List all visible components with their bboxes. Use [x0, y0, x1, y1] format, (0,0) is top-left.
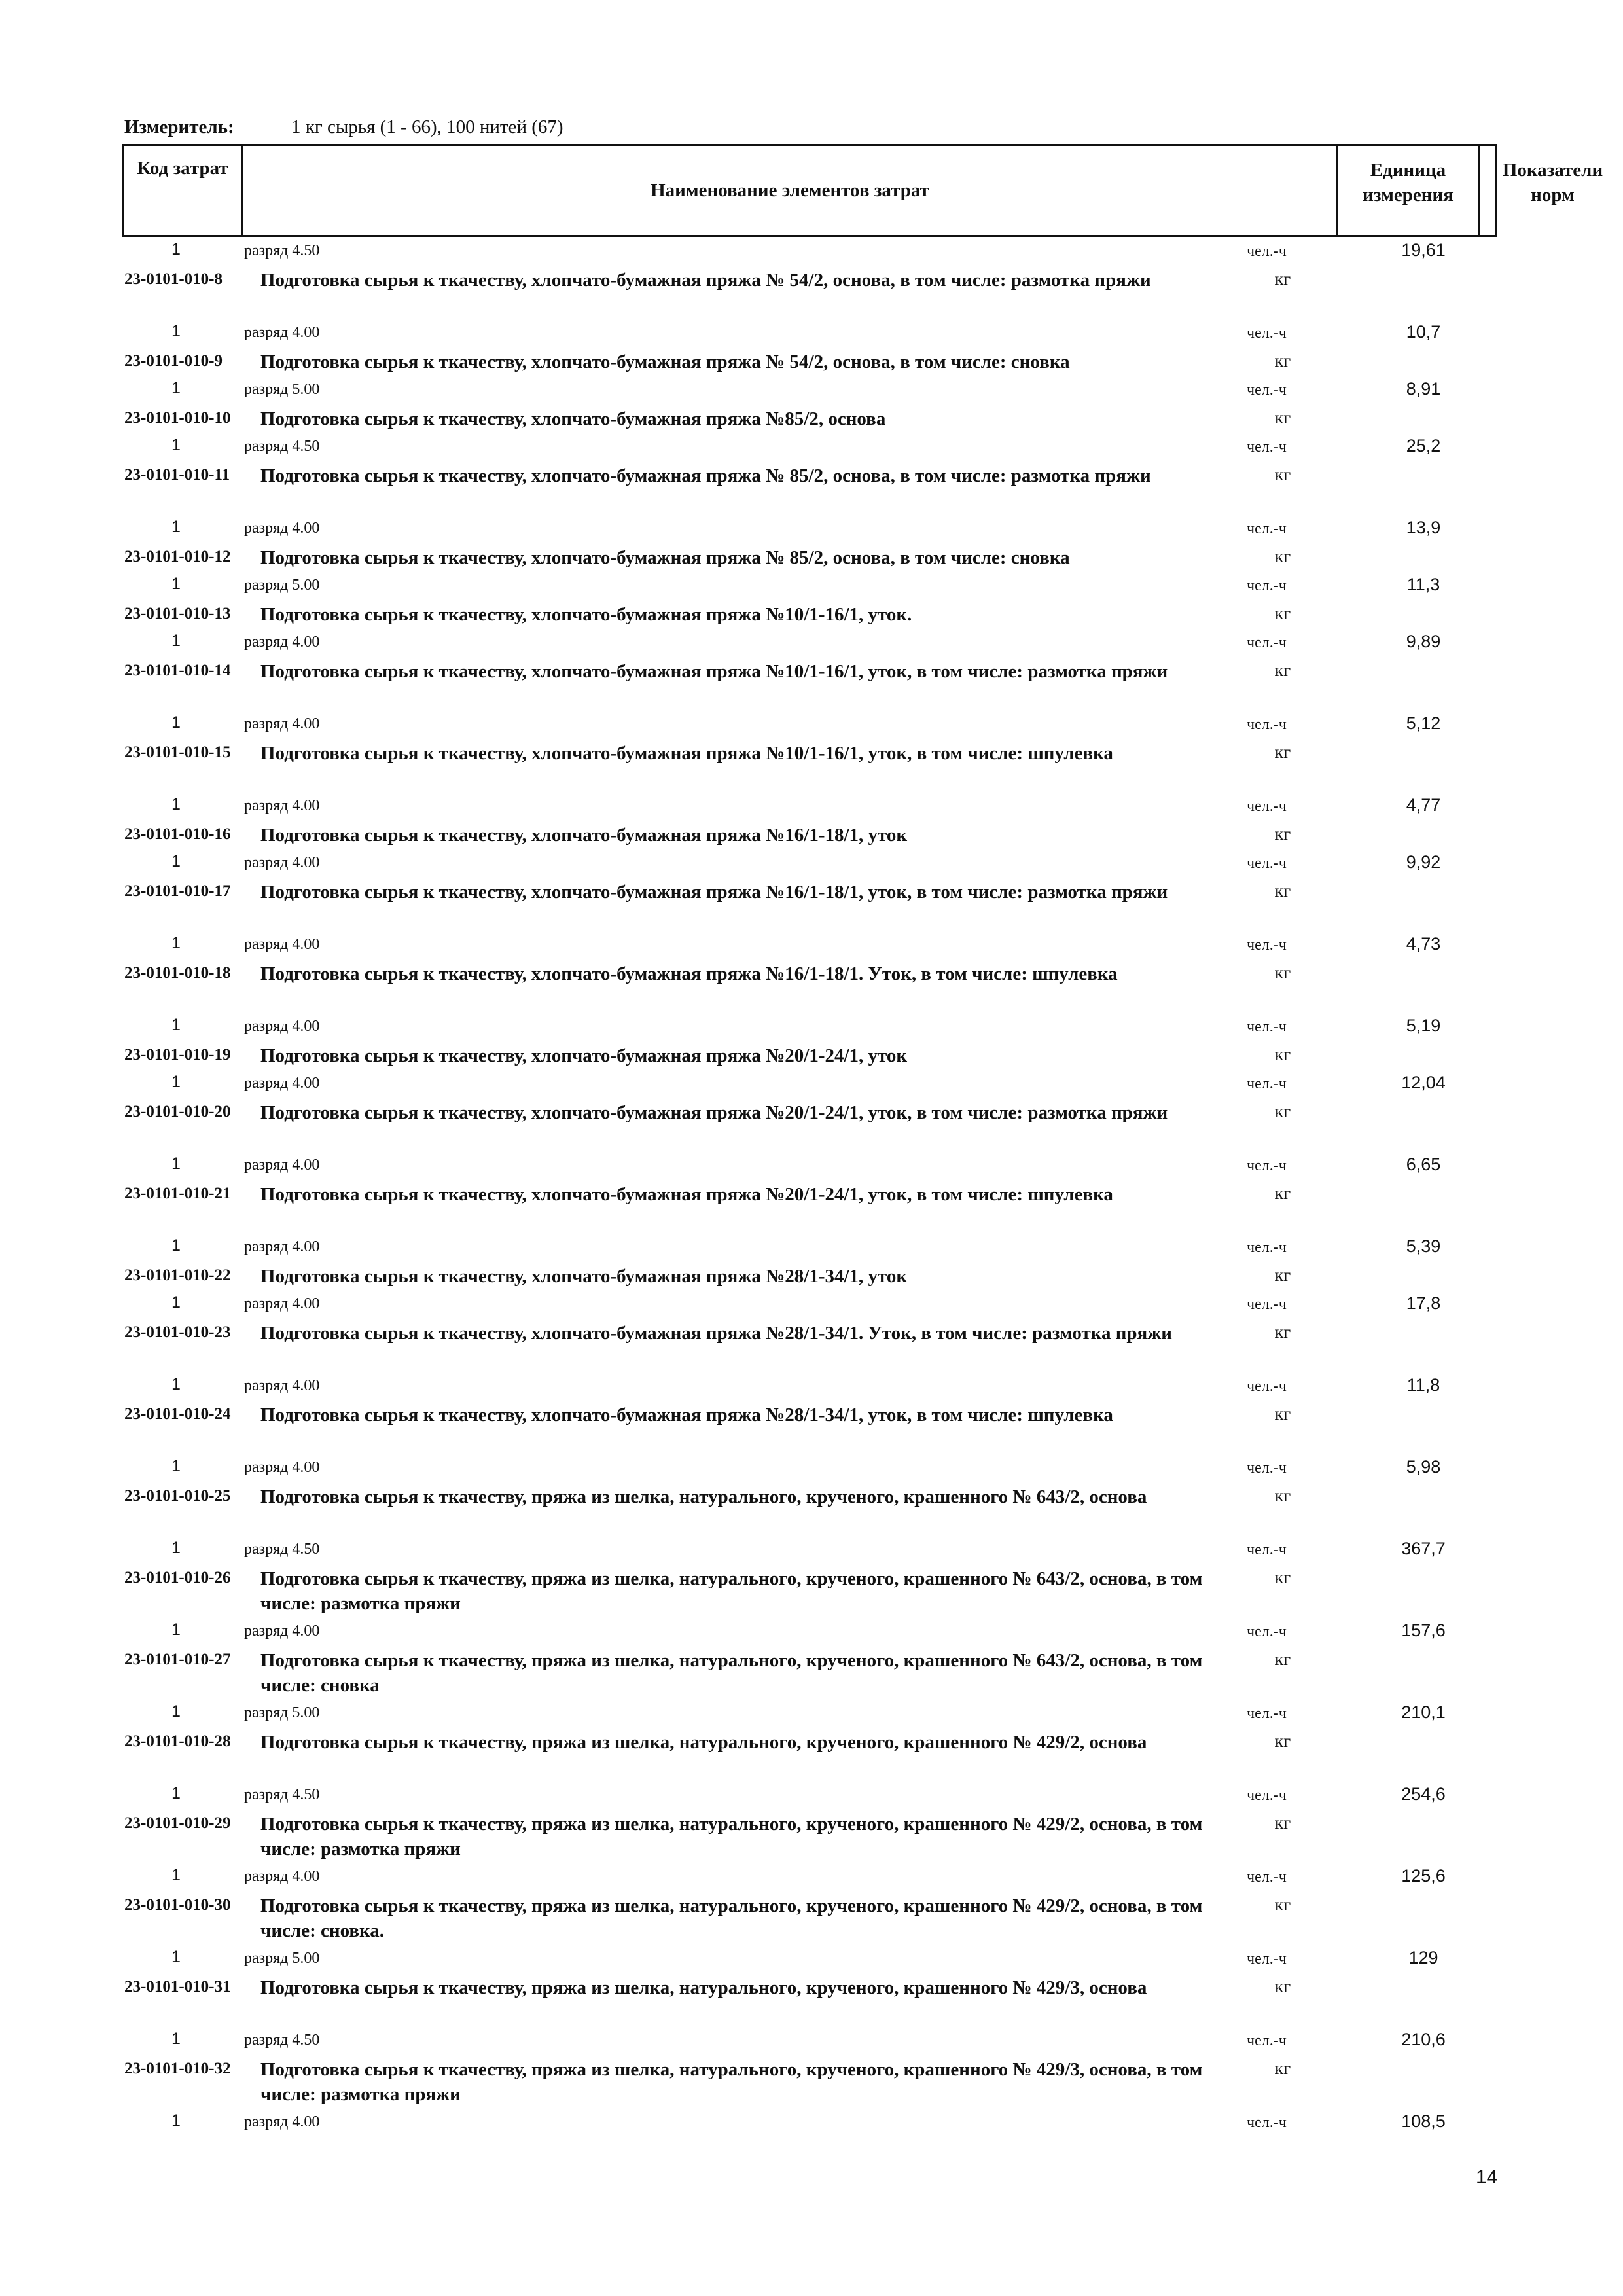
unit-value: чел.-ч — [1247, 1378, 1287, 1395]
table-header — [122, 144, 1603, 237]
unit-value: чел.-ч — [1247, 1296, 1287, 1313]
resource-row — [0, 1290, 1623, 1319]
cost-name: Подготовка сырья к ткачеству, пряжа из шелка, натурального, крученого, крашенного № 429/3, основа — [260, 1977, 1147, 1998]
cost-name: Подготовка сырья к ткачеству, хлопчато-бумажная пряжа № 54/2, основа, в том числе: сновка — [260, 351, 1070, 372]
norm-value: 12,04 — [1401, 1073, 1446, 1092]
worker-grade: разряд 4.50 — [244, 2032, 320, 2049]
resource-code: 1 — [171, 379, 181, 397]
unit-value: чел.-ч — [1247, 855, 1287, 872]
worker-grade: разряд 4.00 — [244, 1459, 320, 1476]
table-row — [0, 1646, 1623, 1699]
unit-value: чел.-ч — [1247, 243, 1287, 260]
unit-value: чел.-ч — [1247, 1787, 1287, 1804]
unit-value: кг — [1275, 1045, 1291, 1064]
unit-value: чел.-ч — [1247, 716, 1287, 733]
resource-row — [0, 2108, 1623, 2137]
norm-value: 6,65 — [1406, 1155, 1441, 1174]
resource-code: 1 — [171, 575, 181, 593]
unit-value: кг — [1275, 742, 1291, 762]
table-row — [0, 1180, 1623, 1233]
cost-code: 23-0101-010-22 — [124, 1266, 231, 1284]
resource-row — [0, 2026, 1623, 2055]
cost-name: Подготовка сырья к ткачеству, хлопчато-бумажная пряжа №10/1-16/1, уток. — [260, 604, 912, 625]
unit-value: кг — [1275, 269, 1291, 289]
unit-value: кг — [1275, 1102, 1291, 1121]
table-row — [0, 348, 1623, 376]
cost-code: 23-0101-010-13 — [124, 605, 231, 622]
resource-code: 1 — [171, 1457, 181, 1475]
resource-row — [0, 514, 1623, 543]
cost-name: Подготовка сырья к ткачеству, пряжа из шелка, натурального, крученого, крашенного № 429/2, основа — [260, 1732, 1147, 1753]
unit-value: кг — [1275, 1568, 1291, 1587]
resource-code: 1 — [171, 1293, 181, 1312]
resource-code: 1 — [171, 1539, 181, 1557]
unit-value: чел.-ч — [1247, 1623, 1287, 1640]
cost-name: Подготовка сырья к ткачеству, хлопчато-бумажная пряжа №16/1-18/1, уток, в том числе: размотка пряжи — [260, 882, 1168, 903]
resource-row — [0, 931, 1623, 960]
norm-value: 5,12 — [1406, 713, 1441, 733]
table-row — [0, 657, 1623, 710]
resource-row — [0, 1863, 1623, 1892]
header-norm-line2: норм — [1531, 185, 1575, 206]
unit-value: чел.-ч — [1247, 2032, 1287, 2049]
measure-unit-label: Измеритель: — [124, 117, 234, 137]
header-unit-line2: измерения — [1363, 185, 1454, 206]
norm-value: 11,3 — [1406, 575, 1440, 594]
resource-row — [0, 1781, 1623, 1810]
unit-value: чел.-ч — [1247, 1460, 1287, 1477]
resource-code: 1 — [171, 1866, 181, 1884]
norm-value: 108,5 — [1401, 2111, 1446, 2131]
table-row — [0, 960, 1623, 1013]
unit-value: чел.-ч — [1247, 325, 1287, 342]
resource-code: 1 — [171, 795, 181, 814]
cost-name: Подготовка сырья к ткачеству, пряжа из шелка, натурального, крученого, крашенного № 429/2, основа, в том числе: размотка пряжи — [260, 1814, 1203, 1859]
table-body — [0, 237, 1623, 2137]
cost-name: Подготовка сырья к ткачеству, хлопчато-бумажная пряжа №16/1-18/1. Уток, в том числе: шпулевка — [260, 963, 1118, 984]
table-row — [0, 1892, 1623, 1945]
table-row — [0, 543, 1623, 571]
norm-value: 4,73 — [1406, 934, 1441, 954]
norm-value: 5,98 — [1406, 1457, 1441, 1477]
resource-code: 1 — [171, 852, 181, 870]
worker-grade: разряд 4.00 — [244, 1018, 320, 1035]
cost-code: 23-0101-010-12 — [124, 548, 231, 565]
norm-value: 17,8 — [1406, 1293, 1441, 1313]
header-name: Наименование элементов затрат — [243, 146, 1338, 235]
resource-row — [0, 1372, 1623, 1401]
resource-code: 1 — [171, 1155, 181, 1173]
worker-grade: разряд 4.00 — [244, 1295, 320, 1312]
worker-grade: разряд 5.00 — [244, 1950, 320, 1967]
resource-code: 1 — [171, 2030, 181, 2048]
table-row — [0, 1319, 1623, 1372]
norm-value: 13,9 — [1406, 518, 1441, 537]
resource-row — [0, 237, 1623, 266]
unit-value: кг — [1275, 1322, 1291, 1342]
norm-value: 25,2 — [1406, 436, 1441, 456]
resource-row — [0, 1699, 1623, 1728]
cost-code: 23-0101-010-11 — [124, 466, 230, 484]
unit-value: кг — [1275, 1731, 1291, 1751]
unit-value: чел.-ч — [1247, 577, 1287, 594]
worker-grade: разряд 5.00 — [244, 1704, 320, 1721]
resource-code: 1 — [171, 240, 181, 259]
resource-code: 1 — [171, 1016, 181, 1034]
norm-value: 129 — [1408, 1948, 1438, 1967]
unit-value: чел.-ч — [1247, 1541, 1287, 1558]
unit-value: кг — [1275, 660, 1291, 680]
unit-value: чел.-ч — [1247, 520, 1287, 537]
cost-code: 23-0101-010-27 — [124, 1651, 231, 1668]
cost-code: 23-0101-010-26 — [124, 1569, 231, 1587]
worker-grade: разряд 4.00 — [244, 520, 320, 537]
unit-value: кг — [1275, 465, 1291, 484]
cost-name: Подготовка сырья к ткачеству, пряжа из шелка, натурального, крученого, крашенного № 429/3, основа, в том числе: размотка пряжи — [260, 2059, 1203, 2105]
norm-value: 5,39 — [1406, 1236, 1441, 1256]
cost-code: 23-0101-010-16 — [124, 825, 231, 843]
unit-value: чел.-ч — [1247, 382, 1287, 399]
unit-value: кг — [1275, 1486, 1291, 1505]
table-row — [0, 1973, 1623, 2026]
cost-code: 23-0101-010-31 — [124, 1978, 231, 1996]
cost-code: 23-0101-010-20 — [124, 1103, 231, 1121]
worker-grade: разряд 4.00 — [244, 1377, 320, 1394]
table-row — [0, 266, 1623, 319]
norm-value: 367,7 — [1401, 1539, 1446, 1558]
table-row — [0, 821, 1623, 849]
header-unit — [1338, 146, 1480, 235]
resource-row — [0, 1069, 1623, 1098]
worker-grade: разряд 4.00 — [244, 634, 320, 651]
worker-grade: разряд 4.00 — [244, 2113, 320, 2130]
unit-value: чел.-ч — [1247, 1705, 1287, 1722]
resource-code: 1 — [171, 322, 181, 340]
resource-row — [0, 628, 1623, 657]
resource-row — [0, 1535, 1623, 1564]
table-row — [0, 2055, 1623, 2108]
resource-row — [0, 1151, 1623, 1180]
resource-row — [0, 1617, 1623, 1646]
resource-code: 1 — [171, 518, 181, 536]
norm-value: 10,7 — [1406, 322, 1441, 342]
page-number: 14 — [1476, 2166, 1498, 2188]
cost-code: 23-0101-010-18 — [124, 964, 231, 982]
norm-value: 254,6 — [1401, 1784, 1446, 1804]
resource-code: 1 — [171, 1784, 181, 1803]
norm-value: 4,77 — [1406, 795, 1441, 815]
unit-value: кг — [1275, 1265, 1291, 1285]
worker-grade: разряд 4.50 — [244, 1786, 320, 1803]
norm-value: 8,91 — [1406, 379, 1441, 399]
cost-name: Подготовка сырья к ткачеству, хлопчато-бумажная пряжа №10/1-16/1, уток, в том числе: шпулевка — [260, 743, 1113, 764]
unit-value: кг — [1275, 824, 1291, 844]
unit-value: чел.-ч — [1247, 1157, 1287, 1174]
table-row — [0, 878, 1623, 931]
resource-row — [0, 710, 1623, 739]
worker-grade: разряд 4.00 — [244, 715, 320, 732]
cost-name: Подготовка сырья к ткачеству, хлопчато-бумажная пряжа № 85/2, основа, в том числе: сновка — [260, 547, 1070, 568]
worker-grade: разряд 4.00 — [244, 1868, 320, 1885]
header-norm — [1480, 146, 1623, 235]
table-row — [0, 1401, 1623, 1454]
worker-grade: разряд 4.00 — [244, 1238, 320, 1255]
resource-code: 1 — [171, 2111, 181, 2130]
resource-code: 1 — [171, 1073, 181, 1091]
cost-code: 23-0101-010-17 — [124, 882, 231, 900]
resource-code: 1 — [171, 436, 181, 454]
worker-grade: разряд 4.50 — [244, 438, 320, 455]
resource-row — [0, 1945, 1623, 1973]
cost-code: 23-0101-010-24 — [124, 1405, 231, 1423]
table-row — [0, 1041, 1623, 1069]
cost-code: 23-0101-010-28 — [124, 1732, 231, 1750]
table-row — [0, 1564, 1623, 1617]
resource-row — [0, 849, 1623, 878]
cost-name: Подготовка сырья к ткачеству, хлопчато-бумажная пряжа №10/1-16/1, уток, в том числе: размотка пряжи — [260, 661, 1168, 682]
cost-name: Подготовка сырья к ткачеству, пряжа из шелка, натурального, крученого, крашенного № 643/2, основа — [260, 1486, 1147, 1507]
cost-code: 23-0101-010-30 — [124, 1896, 231, 1914]
cost-name: Подготовка сырья к ткачеству, хлопчато-бумажная пряжа №28/1-34/1, уток — [260, 1266, 908, 1287]
unit-value: кг — [1275, 2058, 1291, 2078]
norm-value: 11,8 — [1406, 1375, 1440, 1395]
header-unit-line1: Единица — [1370, 160, 1446, 181]
worker-grade: разряд 4.00 — [244, 1623, 320, 1640]
cost-code: 23-0101-010-10 — [124, 409, 231, 427]
cost-code: 23-0101-010-14 — [124, 662, 231, 679]
unit-value: чел.-ч — [1247, 937, 1287, 954]
worker-grade: разряд 4.50 — [244, 242, 320, 259]
unit-value: кг — [1275, 1183, 1291, 1203]
table-row — [0, 1098, 1623, 1151]
unit-value: кг — [1275, 603, 1291, 623]
table-row — [0, 1728, 1623, 1781]
header-norm-line1: Показатели — [1502, 160, 1603, 181]
unit-value: кг — [1275, 1895, 1291, 1914]
unit-value: чел.-ч — [1247, 1018, 1287, 1035]
header-code: Код затрат — [124, 146, 243, 235]
cost-code: 23-0101-010-23 — [124, 1323, 231, 1341]
unit-value: чел.-ч — [1247, 798, 1287, 815]
resource-row — [0, 1013, 1623, 1041]
unit-value: кг — [1275, 408, 1291, 427]
norm-value: 9,89 — [1406, 632, 1441, 651]
table-row — [0, 404, 1623, 433]
unit-value: кг — [1275, 881, 1291, 901]
resource-code: 1 — [171, 934, 181, 952]
cost-name: Подготовка сырья к ткачеству, хлопчато-бумажная пряжа № 85/2, основа, в том числе: размотка пряжи — [260, 465, 1151, 486]
cost-name: Подготовка сырья к ткачеству, хлопчато-бумажная пряжа №20/1-24/1, уток, в том числе: размотка пряжи — [260, 1102, 1168, 1123]
cost-code: 23-0101-010-9 — [124, 352, 223, 370]
resource-row — [0, 571, 1623, 600]
cost-name: Подготовка сырья к ткачеству, пряжа из шелка, натурального, крученого, крашенного № 643/2, основа, в том числе: размотка пряжи — [260, 1568, 1203, 1614]
norm-value: 210,1 — [1401, 1702, 1446, 1722]
norm-value: 9,92 — [1406, 852, 1441, 872]
worker-grade: разряд 4.00 — [244, 1075, 320, 1092]
resource-row — [0, 1454, 1623, 1482]
table-row — [0, 739, 1623, 792]
cost-name: Подготовка сырья к ткачеству, хлопчато-бумажная пряжа №28/1-34/1, уток, в том числе: шпулевка — [260, 1405, 1113, 1426]
resource-row — [0, 792, 1623, 821]
cost-code: 23-0101-010-19 — [124, 1046, 231, 1064]
resource-code: 1 — [171, 1375, 181, 1393]
unit-value: чел.-ч — [1247, 1239, 1287, 1256]
resource-row — [0, 376, 1623, 404]
cost-code: 23-0101-010-29 — [124, 1814, 231, 1832]
norm-value: 210,6 — [1401, 2030, 1446, 2049]
unit-value: кг — [1275, 351, 1291, 370]
norm-value: 19,61 — [1401, 240, 1446, 260]
cost-name: Подготовка сырья к ткачеству, хлопчато-бумажная пряжа №85/2, основа — [260, 408, 886, 429]
unit-value: чел.-ч — [1247, 2114, 1287, 2131]
measure-unit-line — [124, 117, 563, 138]
cost-code: 23-0101-010-25 — [124, 1487, 231, 1505]
cost-name: Подготовка сырья к ткачеству, хлопчато-бумажная пряжа № 54/2, основа, в том числе: размотка пряжи — [260, 270, 1151, 291]
cost-name: Подготовка сырья к ткачеству, пряжа из шелка, натурального, крученого, крашенного № 643/2, основа, в том числе: сновка — [260, 1650, 1203, 1696]
unit-value: чел.-ч — [1247, 1075, 1287, 1092]
worker-grade: разряд 4.00 — [244, 936, 320, 953]
worker-grade: разряд 4.00 — [244, 797, 320, 814]
unit-value: кг — [1275, 1649, 1291, 1669]
cost-name: Подготовка сырья к ткачеству, хлопчато-бумажная пряжа №28/1-34/1. Уток, в том числе: размотка пряжи — [260, 1323, 1172, 1344]
norm-value: 5,19 — [1406, 1016, 1441, 1035]
table-row — [0, 600, 1623, 628]
resource-code: 1 — [171, 632, 181, 650]
cost-name: Подготовка сырья к ткачеству, хлопчато-бумажная пряжа №16/1-18/1, уток — [260, 825, 908, 846]
worker-grade: разряд 4.00 — [244, 1157, 320, 1174]
unit-value: кг — [1275, 1404, 1291, 1424]
resource-code: 1 — [171, 1948, 181, 1966]
table-row — [0, 1262, 1623, 1290]
cost-name: Подготовка сырья к ткачеству, хлопчато-бумажная пряжа №20/1-24/1, уток — [260, 1045, 908, 1066]
worker-grade: разряд 5.00 — [244, 381, 320, 398]
table-row — [0, 1482, 1623, 1535]
norm-value: 157,6 — [1401, 1621, 1446, 1640]
cost-name: Подготовка сырья к ткачеству, хлопчато-бумажная пряжа №20/1-24/1, уток, в том числе: шпулевка — [260, 1184, 1113, 1205]
worker-grade: разряд 5.00 — [244, 577, 320, 594]
resource-code: 1 — [171, 713, 181, 732]
resource-row — [0, 433, 1623, 461]
unit-value: кг — [1275, 547, 1291, 566]
worker-grade: разряд 4.50 — [244, 1541, 320, 1558]
unit-value: чел.-ч — [1247, 439, 1287, 456]
unit-value: чел.-ч — [1247, 1950, 1287, 1967]
resource-row — [0, 1233, 1623, 1262]
measure-unit-value: 1 кг сырья (1 - 66), 100 нитей (67) — [291, 117, 563, 137]
cost-name: Подготовка сырья к ткачеству, пряжа из шелка, натурального, крученого, крашенного № 429/2, основа, в том числе: сновка. — [260, 1895, 1203, 1941]
unit-value: кг — [1275, 1977, 1291, 1996]
worker-grade: разряд 4.00 — [244, 854, 320, 871]
unit-value: чел.-ч — [1247, 634, 1287, 651]
resource-row — [0, 319, 1623, 348]
unit-value: кг — [1275, 1813, 1291, 1833]
cost-code: 23-0101-010-8 — [124, 270, 223, 288]
worker-grade: разряд 4.00 — [244, 324, 320, 341]
unit-value: кг — [1275, 963, 1291, 982]
table-row — [0, 461, 1623, 514]
resource-code: 1 — [171, 1236, 181, 1255]
cost-code: 23-0101-010-15 — [124, 744, 231, 761]
resource-code: 1 — [171, 1621, 181, 1639]
norm-value: 125,6 — [1401, 1866, 1446, 1886]
resource-code: 1 — [171, 1702, 181, 1721]
unit-value: чел.-ч — [1247, 1869, 1287, 1886]
table-row — [0, 1810, 1623, 1863]
cost-code: 23-0101-010-21 — [124, 1185, 231, 1202]
cost-code: 23-0101-010-32 — [124, 2060, 231, 2077]
